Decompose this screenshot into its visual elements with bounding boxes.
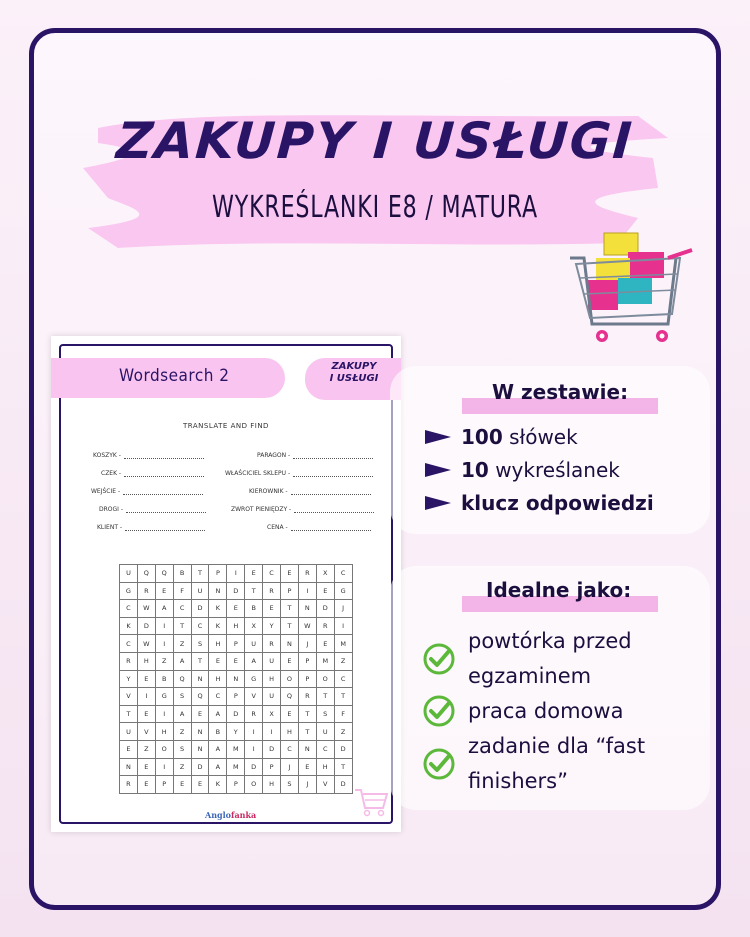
- grid-cell: N: [281, 635, 299, 653]
- grid-cell: B: [155, 670, 173, 688]
- grid-cell: P: [227, 688, 245, 706]
- vocab-word: PARAGON -: [257, 452, 291, 459]
- grid-cell: T: [191, 565, 209, 583]
- grid-cell: S: [173, 740, 191, 758]
- grid-row: [120, 705, 353, 723]
- grid-cell: Q: [281, 688, 299, 706]
- grid-cell: T: [281, 600, 299, 618]
- vocab-word: DROGI -: [99, 506, 124, 513]
- grid-cell: T: [281, 617, 299, 635]
- grid-row: [120, 600, 353, 618]
- vocab-item: [257, 452, 373, 459]
- grid-cell: U: [316, 723, 334, 741]
- grid-cell: U: [245, 635, 263, 653]
- grid-cell: S: [316, 705, 334, 723]
- grid-cell: A: [209, 758, 227, 776]
- grid-cell: T: [245, 582, 263, 600]
- grid-cell: I: [155, 617, 173, 635]
- grid-cell: P: [155, 776, 173, 794]
- grid-cell: I: [155, 705, 173, 723]
- grid-cell: G: [334, 582, 352, 600]
- vocab-word: KOSZYK -: [93, 452, 121, 459]
- grid-cell: Z: [173, 635, 191, 653]
- grid-cell: Z: [155, 652, 173, 670]
- grid-cell: C: [281, 740, 299, 758]
- grid-cell: Q: [137, 565, 155, 583]
- shopping-cart-icon: [568, 228, 698, 353]
- grid-cell: A: [209, 740, 227, 758]
- grid-cell: D: [334, 776, 352, 794]
- grid-cell: W: [298, 617, 316, 635]
- worksheet-preview: [51, 336, 401, 832]
- grid-cell: U: [191, 582, 209, 600]
- grid-cell: Y: [263, 617, 281, 635]
- grid-row: [120, 740, 353, 758]
- grid-cell: B: [245, 600, 263, 618]
- grid-cell: H: [137, 652, 155, 670]
- grid-cell: T: [173, 617, 191, 635]
- grid-cell: O: [316, 670, 334, 688]
- grid-row: [120, 565, 353, 583]
- set-item: 100 słówek: [425, 425, 578, 449]
- grid-cell: N: [298, 740, 316, 758]
- grid-cell: M: [334, 635, 352, 653]
- grid-cell: B: [209, 723, 227, 741]
- grid-cell: I: [155, 635, 173, 653]
- grid-cell: J: [334, 600, 352, 618]
- grid-cell: N: [191, 670, 209, 688]
- check-circle-icon: [422, 694, 456, 728]
- arrow-right-icon: [425, 429, 451, 445]
- page-title: ZAKUPY I USŁUGI: [114, 112, 636, 170]
- grid-cell: S: [281, 776, 299, 794]
- worksheet-topic-line1: ZAKUPY: [331, 361, 377, 372]
- grid-cell: O: [155, 740, 173, 758]
- grid-cell: U: [263, 688, 281, 706]
- grid-cell: R: [120, 776, 138, 794]
- grid-cell: R: [298, 688, 316, 706]
- vocab-item: [249, 488, 371, 495]
- grid-cell: U: [263, 652, 281, 670]
- grid-cell: R: [263, 582, 281, 600]
- grid-cell: R: [316, 617, 334, 635]
- vocab-item: [101, 470, 204, 477]
- grid-cell: J: [298, 776, 316, 794]
- grid-cell: R: [137, 582, 155, 600]
- grid-cell: C: [120, 600, 138, 618]
- vocab-item: [267, 524, 371, 531]
- grid-cell: K: [120, 617, 138, 635]
- arrow-right-icon: [425, 495, 451, 511]
- grid-cell: E: [155, 582, 173, 600]
- grid-cell: T: [298, 705, 316, 723]
- grid-cell: A: [245, 652, 263, 670]
- set-item: 10 wykreślanek: [425, 458, 620, 482]
- grid-cell: E: [245, 565, 263, 583]
- grid-cell: Z: [173, 723, 191, 741]
- vocab-word: WEJŚCIE -: [91, 488, 121, 495]
- grid-cell: V: [137, 723, 155, 741]
- grid-cell: T: [334, 688, 352, 706]
- grid-cell: I: [245, 723, 263, 741]
- grid-cell: E: [263, 600, 281, 618]
- grid-cell: X: [316, 565, 334, 583]
- grid-cell: D: [334, 740, 352, 758]
- grid-cell: R: [263, 635, 281, 653]
- worksheet-topic-line2: I USŁUGI: [329, 373, 379, 384]
- grid-cell: G: [155, 688, 173, 706]
- ideal-item-text: praca domowa: [468, 699, 624, 723]
- grid-cell: V: [120, 688, 138, 706]
- grid-cell: H: [155, 723, 173, 741]
- grid-cell: D: [316, 600, 334, 618]
- grid-cell: D: [227, 705, 245, 723]
- grid-cell: D: [245, 758, 263, 776]
- grid-cell: Y: [227, 723, 245, 741]
- grid-cell: W: [137, 635, 155, 653]
- grid-cell: G: [120, 582, 138, 600]
- worksheet-instruction: TRANSLATE AND FIND: [183, 422, 269, 430]
- grid-cell: N: [227, 670, 245, 688]
- grid-cell: N: [209, 582, 227, 600]
- vocab-word: WŁAŚCICIEL SKLEPU -: [225, 470, 291, 477]
- grid-cell: E: [281, 705, 299, 723]
- grid-cell: T: [120, 705, 138, 723]
- grid-row: [120, 652, 353, 670]
- grid-cell: H: [316, 758, 334, 776]
- grid-cell: N: [191, 723, 209, 741]
- grid-cell: A: [173, 705, 191, 723]
- grid-cell: R: [120, 652, 138, 670]
- grid-cell: G: [245, 670, 263, 688]
- vocab-word: KIEROWNIK -: [249, 488, 288, 495]
- grid-cell: E: [298, 758, 316, 776]
- grid-cell: P: [263, 758, 281, 776]
- grid-cell: D: [191, 600, 209, 618]
- grid-cell: O: [245, 776, 263, 794]
- shopping-cart-icon: [353, 784, 389, 818]
- grid-cell: N: [298, 600, 316, 618]
- grid-cell: C: [263, 565, 281, 583]
- grid-cell: E: [227, 600, 245, 618]
- grid-cell: C: [334, 565, 352, 583]
- grid-cell: C: [209, 688, 227, 706]
- page-subtitle: WYKREŚLANKI E8 / MATURA: [212, 190, 538, 225]
- ideal-item-text: powtórka przed egzaminem: [468, 629, 632, 688]
- grid-cell: T: [191, 652, 209, 670]
- ideal-item-text: zadanie dla “fast finishers”: [468, 734, 646, 793]
- wordsearch-grid: [119, 564, 353, 794]
- grid-cell: Q: [173, 670, 191, 688]
- grid-cell: E: [316, 635, 334, 653]
- grid-cell: D: [263, 740, 281, 758]
- grid-cell: E: [137, 776, 155, 794]
- grid-cell: Z: [334, 652, 352, 670]
- grid-cell: J: [281, 758, 299, 776]
- grid-cell: I: [298, 582, 316, 600]
- grid-row: [120, 776, 353, 794]
- grid-cell: M: [227, 740, 245, 758]
- grid-cell: I: [263, 723, 281, 741]
- grid-row: [120, 617, 353, 635]
- grid-cell: C: [334, 670, 352, 688]
- grid-cell: I: [137, 688, 155, 706]
- grid-cell: E: [281, 652, 299, 670]
- check-circle-icon: [422, 642, 456, 676]
- grid-cell: N: [191, 740, 209, 758]
- grid-cell: H: [209, 635, 227, 653]
- grid-cell: C: [173, 600, 191, 618]
- grid-cell: E: [227, 652, 245, 670]
- grid-cell: U: [120, 723, 138, 741]
- grid-cell: C: [191, 617, 209, 635]
- grid-row: [120, 635, 353, 653]
- grid-cell: D: [227, 582, 245, 600]
- grid-cell: E: [191, 705, 209, 723]
- grid-cell: S: [191, 635, 209, 653]
- grid-cell: Z: [137, 740, 155, 758]
- grid-cell: H: [263, 670, 281, 688]
- grid-cell: W: [137, 600, 155, 618]
- grid-cell: E: [137, 758, 155, 776]
- grid-cell: E: [281, 565, 299, 583]
- grid-cell: K: [209, 776, 227, 794]
- set-item: klucz odpowiedzi: [425, 491, 654, 515]
- grid-cell: Q: [191, 688, 209, 706]
- grid-cell: E: [316, 582, 334, 600]
- grid-cell: A: [209, 705, 227, 723]
- grid-cell: A: [173, 652, 191, 670]
- grid-cell: P: [209, 565, 227, 583]
- grid-cell: J: [298, 635, 316, 653]
- grid-cell: P: [298, 652, 316, 670]
- grid-cell: P: [298, 670, 316, 688]
- vocab-item: [97, 524, 205, 531]
- grid-cell: D: [137, 617, 155, 635]
- grid-cell: I: [155, 758, 173, 776]
- grid-cell: S: [173, 688, 191, 706]
- grid-cell: Y: [120, 670, 138, 688]
- grid-cell: X: [245, 617, 263, 635]
- grid-cell: T: [298, 723, 316, 741]
- grid-cell: P: [227, 635, 245, 653]
- grid-cell: E: [137, 705, 155, 723]
- vocab-item: [225, 470, 373, 477]
- vocab-item: [231, 506, 374, 513]
- grid-cell: M: [316, 652, 334, 670]
- grid-cell: V: [316, 776, 334, 794]
- grid-cell: D: [191, 758, 209, 776]
- grid-cell: O: [281, 670, 299, 688]
- grid-cell: K: [209, 600, 227, 618]
- check-circle-icon: [422, 747, 456, 781]
- grid-cell: F: [334, 705, 352, 723]
- vocab-item: [91, 488, 203, 495]
- vocab-word: CZEK -: [101, 470, 122, 477]
- vocab-item: [99, 506, 206, 513]
- grid-cell: T: [316, 688, 334, 706]
- grid-cell: H: [227, 617, 245, 635]
- vocab-word: KLIENT -: [97, 524, 123, 531]
- grid-cell: C: [316, 740, 334, 758]
- grid-cell: H: [263, 776, 281, 794]
- grid-cell: N: [120, 758, 138, 776]
- grid-cell: E: [120, 740, 138, 758]
- arrow-right-icon: [425, 462, 451, 478]
- grid-cell: U: [120, 565, 138, 583]
- grid-cell: I: [334, 617, 352, 635]
- grid-cell: H: [209, 670, 227, 688]
- grid-row: [120, 582, 353, 600]
- grid-cell: F: [173, 582, 191, 600]
- grid-cell: E: [191, 776, 209, 794]
- grid-row: [120, 670, 353, 688]
- grid-cell: E: [173, 776, 191, 794]
- grid-cell: X: [263, 705, 281, 723]
- vocab-word: ZWROT PIENIĘDZY -: [231, 506, 292, 513]
- grid-cell: I: [227, 565, 245, 583]
- grid-cell: R: [298, 565, 316, 583]
- grid-cell: E: [209, 652, 227, 670]
- vocab-item: [93, 452, 204, 459]
- grid-cell: C: [120, 635, 138, 653]
- grid-cell: I: [245, 740, 263, 758]
- worksheet-banner-text: Wordsearch 2: [119, 366, 230, 386]
- grid-cell: B: [173, 565, 191, 583]
- grid-cell: H: [281, 723, 299, 741]
- vocab-word: CENA -: [267, 524, 288, 531]
- grid-cell: M: [227, 758, 245, 776]
- grid-cell: P: [227, 776, 245, 794]
- ideal-title: Idealne jako:: [486, 578, 632, 602]
- grid-cell: E: [137, 670, 155, 688]
- anglofanka-logo: Anglofanka: [205, 810, 257, 820]
- set-title: W zestawie:: [492, 380, 629, 404]
- grid-cell: T: [334, 758, 352, 776]
- worksheet-topic-tag-text: [313, 361, 395, 385]
- grid-row: [120, 688, 353, 706]
- grid-row: [120, 723, 353, 741]
- grid-cell: Z: [334, 723, 352, 741]
- grid-cell: V: [245, 688, 263, 706]
- grid-cell: R: [245, 705, 263, 723]
- grid-cell: P: [281, 582, 299, 600]
- grid-cell: A: [155, 600, 173, 618]
- grid-row: [120, 758, 353, 776]
- grid-cell: Q: [155, 565, 173, 583]
- grid-cell: K: [209, 617, 227, 635]
- grid-cell: Z: [173, 758, 191, 776]
